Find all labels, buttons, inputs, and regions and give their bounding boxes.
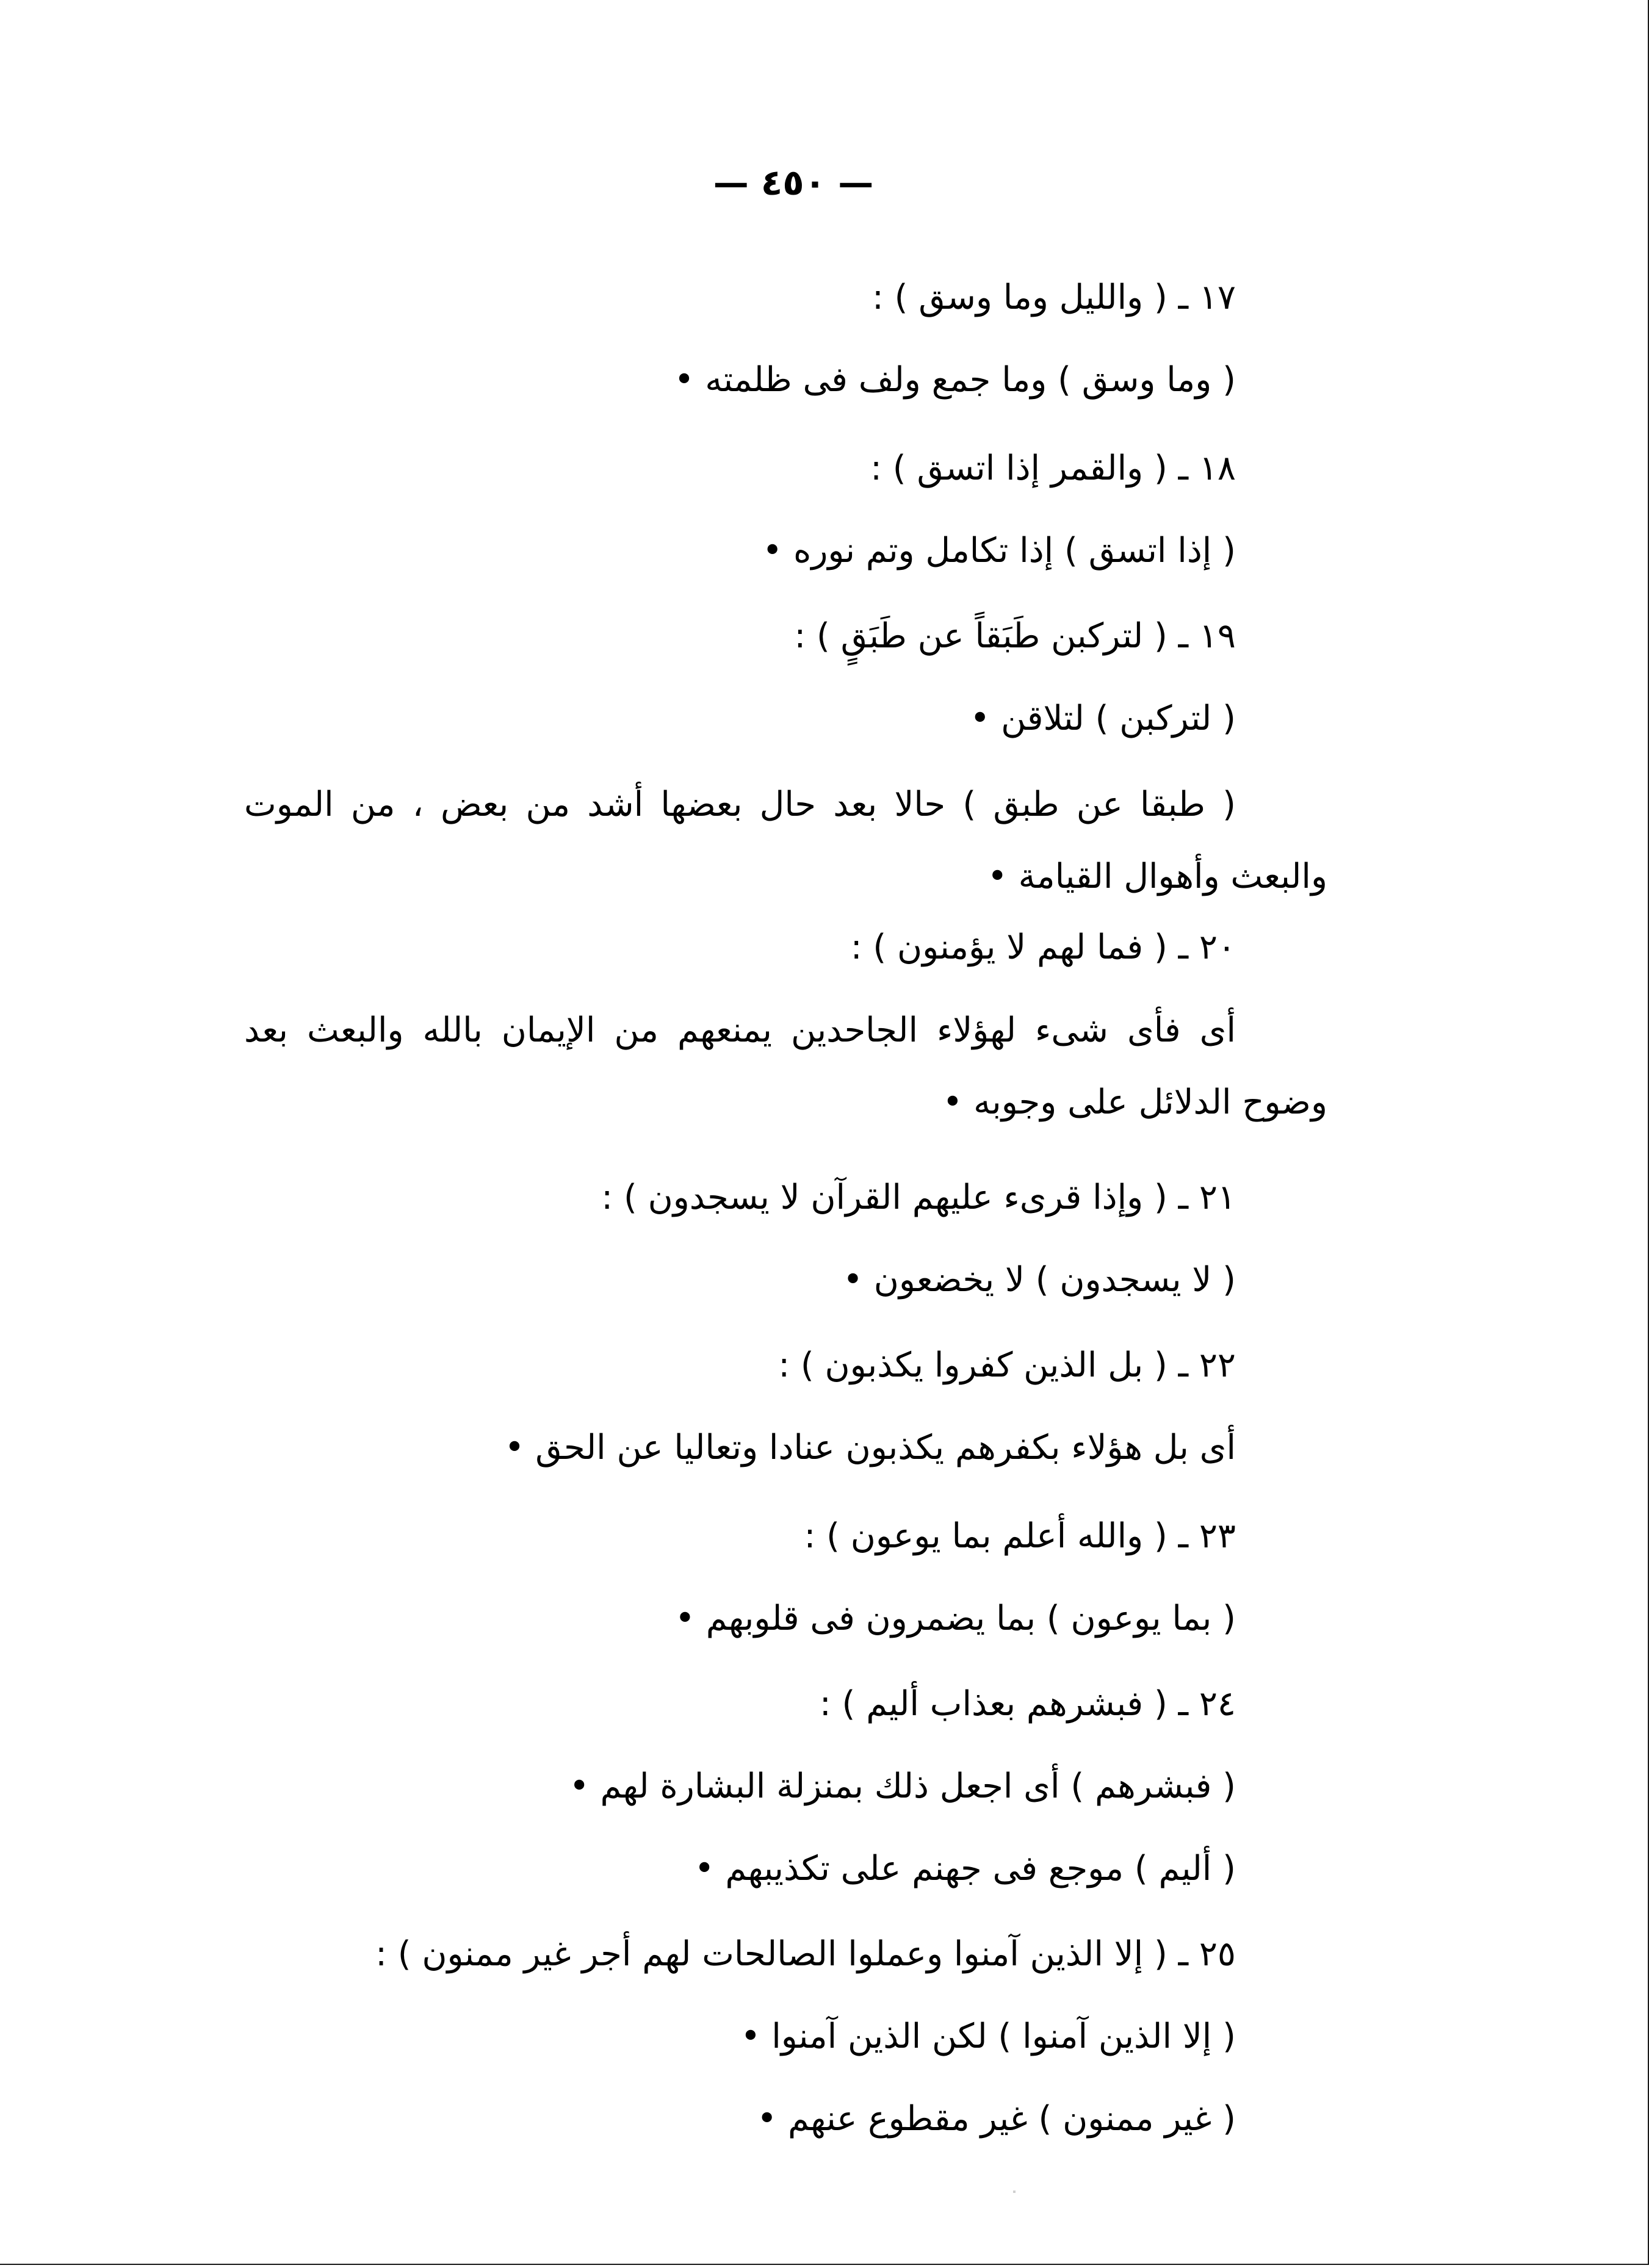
verse-25-gloss-1: ( إلا الذين آمنوا ) لكن الذين آمنوا • [740,2017,1236,2056]
verse-18-gloss: ( إذا اتسق ) إذا تكامل وتم نوره • [762,531,1236,571]
verse-22-heading: ٢٢ ـ ( بل الذين كفروا يكذبون ) : [778,1345,1236,1385]
verse-24-gloss-1: ( فبشرهم ) أى اجعل ذلك بمنزلة البشارة لهم • [569,1766,1236,1806]
verse-23-heading: ٢٣ ـ ( والله أعلم بما يوعون ) : [804,1516,1236,1556]
verse-20-gloss: أى فأى شىء لهؤلاء الجاحدين يمنعهم من الإيمان بالله والبعث بعد وضوح الدلائل على وجوبه • [244,1010,1327,1122]
verse-21-heading: ٢١ ـ ( وإذا قرىء عليهم القرآن لا يسجدون ) : [601,1178,1236,1217]
scan-speck [1013,2191,1016,2193]
verse-23-gloss: ( بما يوعون ) بما يضمرون فى قلوبهم • [674,1599,1236,1638]
verse-25-heading: ٢٥ ـ ( إلا الذين آمنوا وعملوا الصالحات لهم أجر غير ممنون ) : [375,1934,1236,1974]
verse-19-heading: ١٩ ـ ( لتركبن طَبَقاً عن طَبَقٍ ) : [794,616,1236,656]
verse-24-gloss-2: ( أليم ) موجع فى جهنم على تكذيبهم • [694,1849,1236,1888]
verse-19-gloss-2: ( طبقا عن طبق ) حالا بعد حال بعضها أشد من بعض ، من الموت والبعث وأهوال القيامة • [244,785,1327,896]
verse-17-gloss: ( وما وسق ) وما جمع ولف فى ظلمته • [674,360,1236,400]
verse-20-heading: ٢٠ ـ ( فما لهم لا يؤمنون ) : [850,927,1236,967]
verse-18-heading: ١٨ ـ ( والقمر إذا اتسق ) : [870,448,1236,488]
verse-17-heading: ١٧ ـ ( والليل وما وسق ) : [871,278,1236,317]
verse-22-gloss: أى بل هؤلاء بكفرهم يكذبون عنادا وتعاليا عن الحق • [504,1428,1236,1467]
verse-24-heading: ٢٤ ـ ( فبشرهم بعذاب أليم ) : [819,1684,1236,1724]
verse-21-gloss: ( لا يسجدون ) لا يخضعون • [842,1260,1236,1300]
page-number: — ٤٥٠ — [713,162,874,203]
verse-25-gloss-2: ( غير ممنون ) غير مقطوع عنهم • [757,2099,1236,2139]
verse-19-gloss-1: ( لتركبن ) لتلاقن • [970,699,1236,738]
